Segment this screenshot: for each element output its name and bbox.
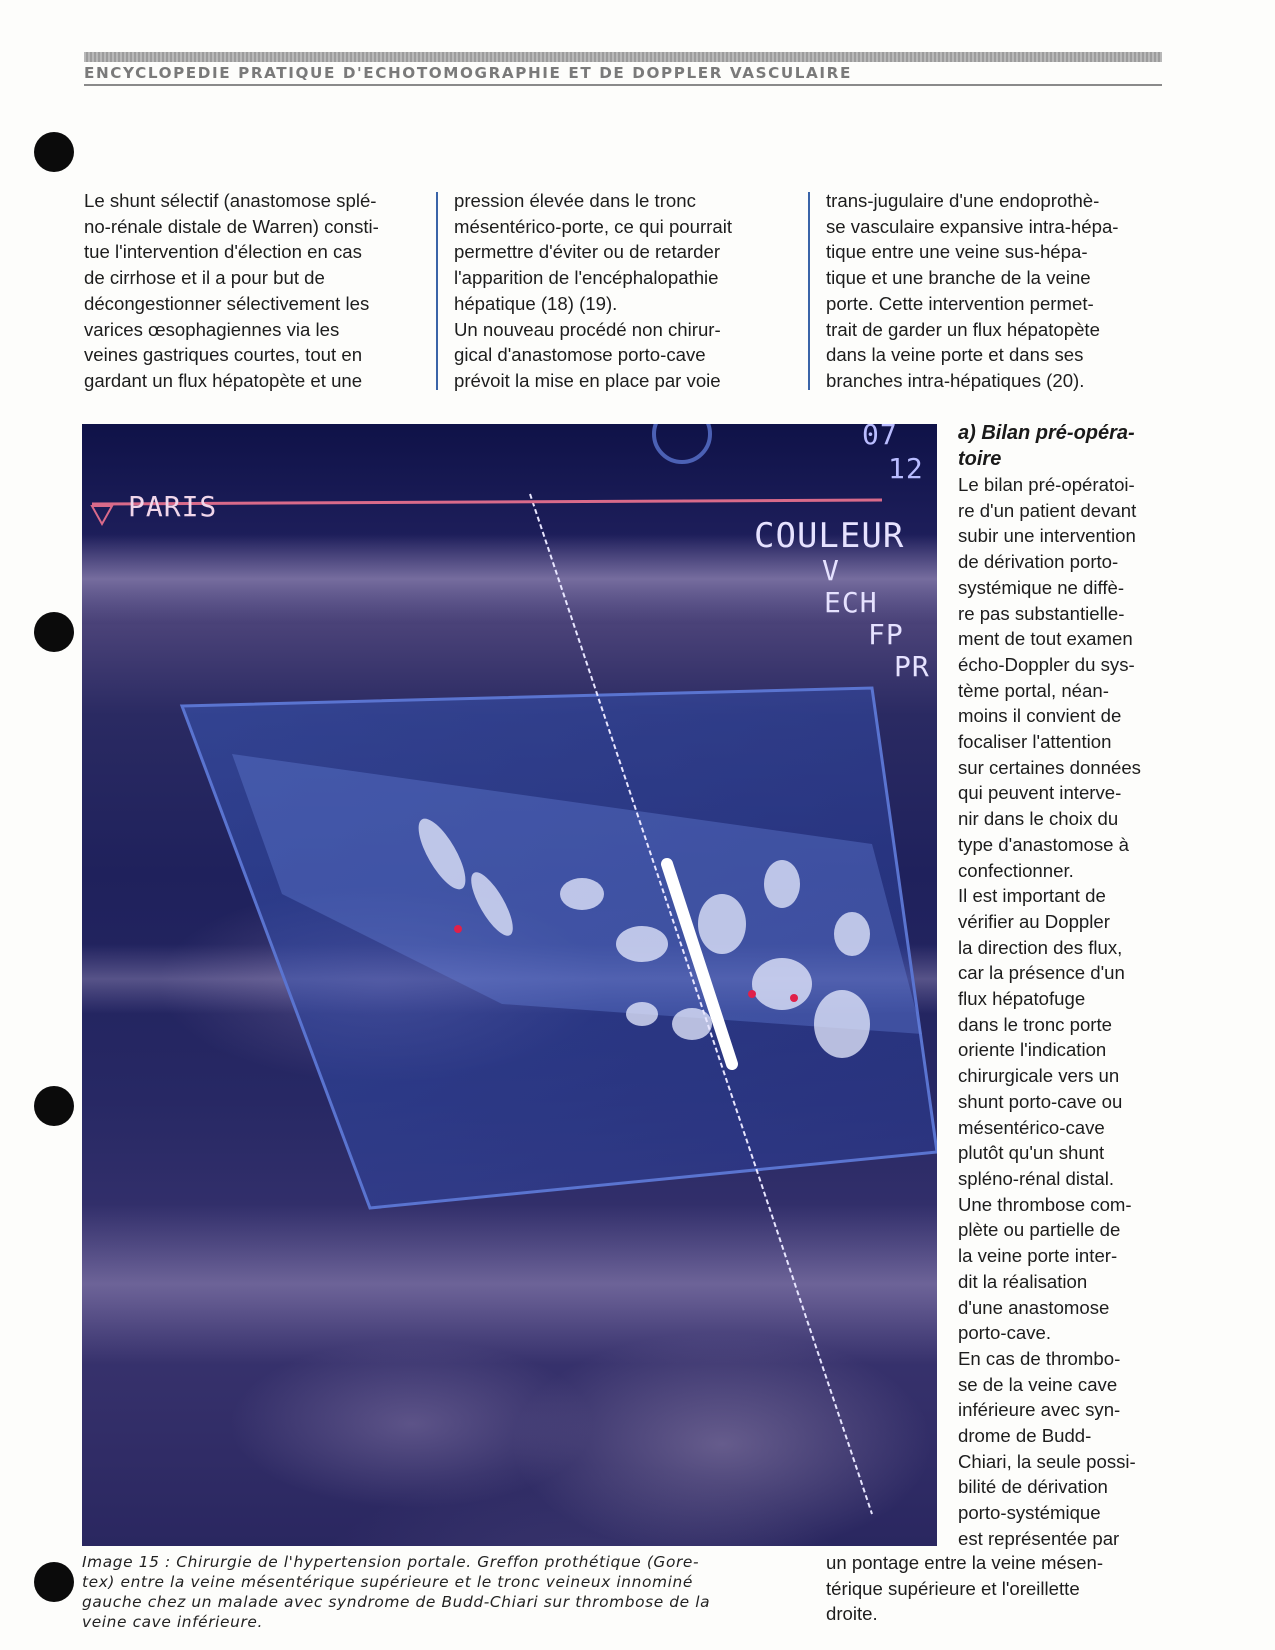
- depth-marker-arrow: [92, 506, 112, 524]
- label-fp: FP: [868, 618, 904, 651]
- label-paris: PARIS: [128, 490, 218, 523]
- text-column-1: Le shunt sélectif (anastomose splé- no-rénale distale de Warren) consti- tue l'intervention d'élection en cas de cirrhose et il a pour but de décongestionner sélectivement les varices œsophagiennes via les veines gastriques courtes, tout en gardant un flux hépatopète et une: [84, 190, 379, 391]
- ultrasound-graphic: [82, 424, 937, 1546]
- logo-watermark: [654, 424, 710, 462]
- running-header: ENCYCLOPEDIE PRATIQUE D'ECHOTOMOGRAPHIE ET DE DOPPLER VASCULAIRE: [84, 64, 852, 82]
- binder-hole-2: [34, 612, 74, 652]
- binder-hole-1: [34, 132, 74, 172]
- label-pr: PR: [894, 650, 930, 683]
- red-pixel-1: [454, 925, 462, 933]
- text-column-2: pression élevée dans le tronc mésentérico-porte, ce qui pourrait permettre d'éviter ou de retarder l'apparition de l'encéphalopathie hépatique (18) (19). Un nouveau procédé non chirur- gical d'anastomose porto-cave prévoit la mise en place par voie: [454, 190, 733, 391]
- red-pixel-2: [748, 990, 756, 998]
- figure-caption: Image 15 : Chirurgie de l'hypertension portale. Greffon prothétique (Gore- tex) entre la veine mésentérique supérieure et le tronc veineux innominé gauche chez un malade avec syndrome de Budd-Chiari sur thrombose de la veine cave inférieure.: [82, 1553, 711, 1631]
- label-v: V: [822, 554, 840, 587]
- red-pixel-3: [790, 994, 798, 1002]
- binder-hole-4: [34, 1562, 74, 1602]
- label-top-1: 07: [862, 424, 898, 451]
- section-heading: a) Bilan pré-opéra- toire: [958, 422, 1135, 470]
- binder-hole-3: [34, 1086, 74, 1126]
- label-ech: ECH: [824, 586, 878, 619]
- label-couleur: COULEUR: [754, 516, 905, 556]
- ultrasound-image: [82, 424, 937, 1546]
- header-bar: [84, 52, 1162, 62]
- side-column-text: Le bilan pré-opératoi- re d'un patient devant subir une intervention de dérivation porto- systémique ne diffè- re pas substantielle- ment de tout examen écho-Doppler du sys- tème portal, néan- moins il convient de focaliser l'attention sur certaines données qui peuvent interve- nir dans le choix du type d'anastomose à confectionner. Il est important de vérifier au Doppler la direction des flux, car la présence d'un flux hépatofuge dans le tronc porte oriente l'indication chirurgicale vers un shunt porto-cave ou mésentérico-cave plutôt qu'un shunt spléno-rénal distal. Une thrombose com- plète ou partielle de la veine porte inter- dit la réalisation d'une anastomose porto-cave. En cas de thrombo- se de la veine cave inférieure avec syn- drome de Budd- Chiari, la seule possi- bilité de dérivation porto-systémique est représentée par: [958, 474, 1141, 1549]
- tissue-band-low: [82, 1204, 937, 1364]
- column-rule-1: [436, 192, 438, 390]
- column-rule-2: [808, 192, 810, 390]
- header-rule: [84, 84, 1162, 86]
- text-column-3: trans-jugulaire d'une endoprothè- se vasculaire expansive intra-hépa- tique entre une veine sus-hépa- tique et une branche de la veine porte. Cette intervention permet- trait de garder un flux hépatopète dans la veine porte et dans ses branches intra-hépatiques (20).: [826, 190, 1119, 391]
- bottom-column-text: un pontage entre la veine mésen- térique supérieure et l'oreillette droite.: [826, 1552, 1104, 1625]
- label-top-2: 12: [888, 452, 924, 485]
